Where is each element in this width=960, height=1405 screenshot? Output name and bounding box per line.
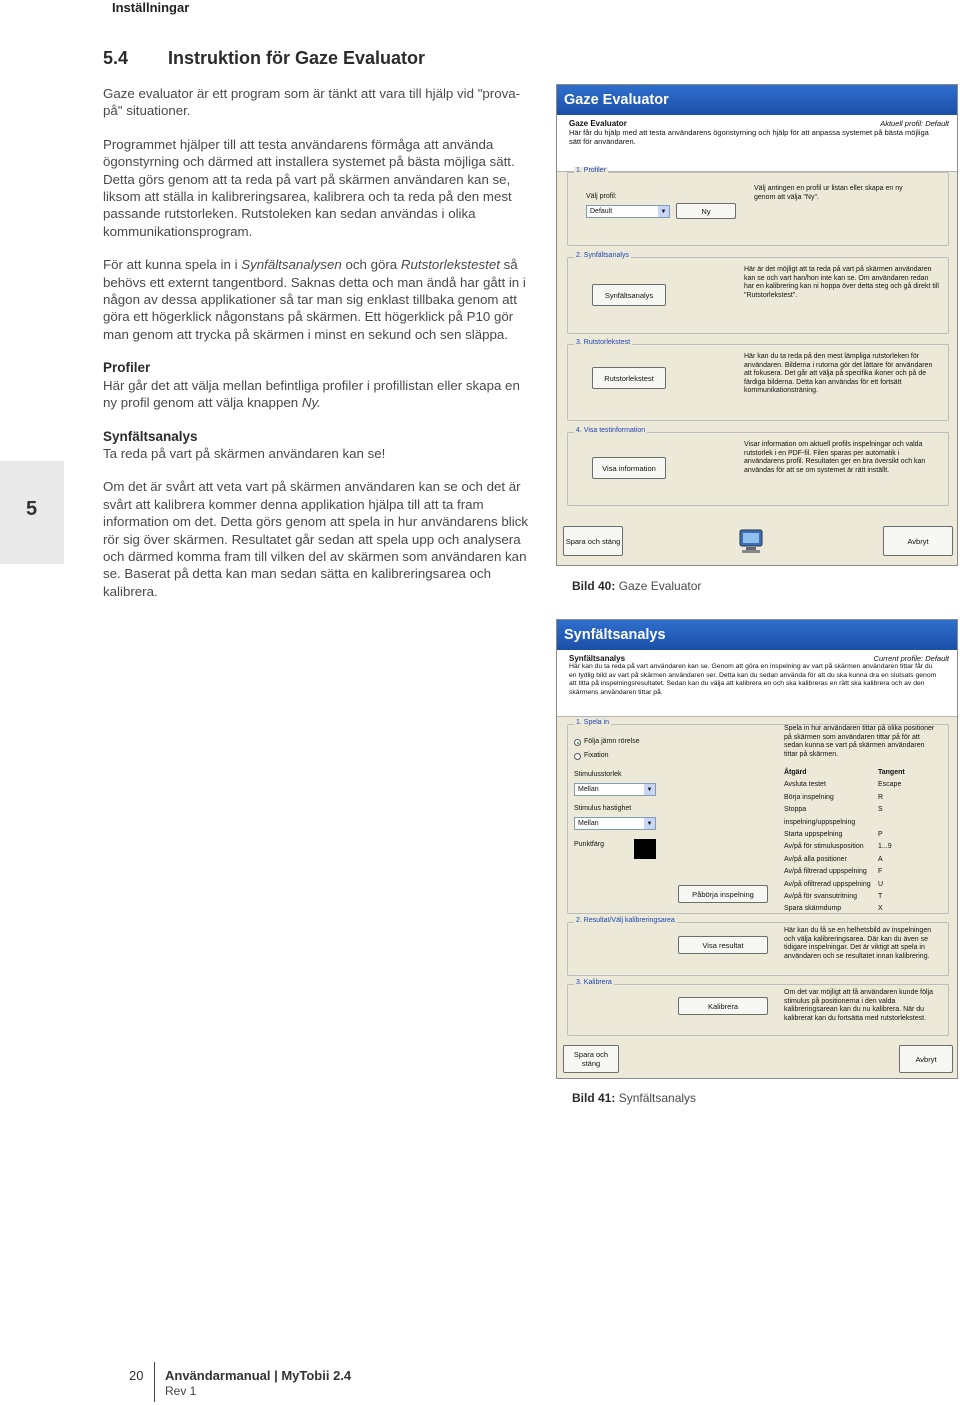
stimulus-speed-select[interactable] [574, 817, 656, 830]
figure40-caption [572, 579, 701, 593]
paragraph-keyboard-b: och göra [341, 257, 401, 273]
point-color-label: Punktfärg [574, 841, 604, 848]
footer-revision: Rev 1 [165, 1384, 197, 1398]
group-spela-in-label: 1. Spela in [576, 719, 610, 726]
heading-profiler: Profiler [103, 360, 151, 376]
chapter-tab [0, 461, 64, 564]
figure41-caption-label: Bild 41: [572, 1091, 616, 1105]
cancel-button[interactable]: Avbryt [883, 526, 953, 556]
shortcut-key: R [878, 793, 884, 801]
paragraph-keyboard-c: så behövs ett externt tangentbord. Saknas detta och man ändå har gått in i någon av dessa applikationer så tar man sig enklast tillbaka genom att göra ett högerklick någonstans på skärmen. Ett högerklick på P10 gör man genom att trycka på skärmen i minst en sekund och sen släppa. [103, 257, 526, 342]
figure41-caption [572, 1091, 696, 1105]
radio-fixation[interactable] [574, 753, 581, 760]
table-row [784, 841, 905, 853]
window-header [557, 115, 957, 172]
section-number: 5.4 [103, 48, 129, 68]
shortcut-key: P [878, 831, 883, 839]
synfaltsanalys-window [556, 619, 958, 1079]
show-result-button[interactable]: Visa resultat [678, 936, 768, 954]
window-header [557, 650, 957, 717]
visa-information-button[interactable]: Visa information [592, 457, 666, 479]
table-row [784, 779, 905, 791]
paragraph-intro: Gaze evaluator är ett program som är tänkt att vara till hjälp vid "prova-på" situationer. [103, 86, 521, 119]
group-kalibrera-description: Om det var möjligt att få användaren kunde följa stimulus på positionerna i den valda kalibreringsarean kan du nu kalibrera. När du kalibrerat kan du fortsätta med rutstorlekstest. [784, 989, 934, 1022]
select-profile-label: Välj profil: [586, 193, 617, 200]
group-profiler-description: Välj antingen en profil ur listan eller skapa en ny genom att välja "Ny". [754, 185, 903, 201]
col-key-header: Tangent [878, 769, 905, 776]
profile-select-value: Default [590, 208, 613, 215]
table-row [784, 879, 905, 891]
section-title [103, 48, 425, 69]
group-synfaltsanalys-label: 2. Synfältsanalys [576, 252, 629, 259]
computer-icon [735, 526, 767, 556]
gaze-evaluator-window [556, 84, 958, 566]
chapter-tab-number: 5 [26, 498, 38, 520]
group-profiler [567, 167, 949, 246]
heading-synfaltsanalys: Synfältsanalys [103, 428, 198, 444]
footer-divider [154, 1362, 155, 1402]
group-rutstorlekstest-description: Här kan du ta reda på den mest lämpliga rutstorleken för användaren. Bilderna i rutorna gör det lättare för användaren att fokusera. Det går att välja på specifika ikoner och på de färdiga bilderna. Detta kan användas för ett fortsätt kommunikationsträning. [744, 353, 933, 394]
synfalt-emphasis: Synfältsanalysen [241, 257, 342, 273]
window-titlebar: Synfältsanalys [557, 620, 957, 650]
current-profile-label: Aktuell profil: Default [880, 119, 949, 128]
group-kalibrera [567, 979, 949, 1036]
group-synfaltsanalys-description: Här är det möjligt att ta reda på vart på skärmen användaren kan se och vart han/hon inte kan se. Om användaren redan har en kalibrering kan ni hoppa över detta steg och gå direkt till "Rutstorlekstest". [744, 266, 939, 299]
calibrate-button[interactable]: Kalibrera [678, 997, 768, 1015]
group-resultat-label: 2. Resultat/Välj kalibreringsarea [576, 917, 675, 924]
shortcut-action: Av/på för svansutritning [784, 893, 858, 901]
stimulus-speed-label: Stimulus hastighet [574, 805, 632, 812]
new-profile-button[interactable]: Ny [676, 203, 736, 219]
help-computer-icon[interactable] [735, 526, 767, 556]
shortcut-action: Avsluta testet [784, 781, 826, 789]
paragraph-profiler-a: Här går det att välja mellan befintliga profiler i profillistan eller skapa en ny profil genom att välja knappen [103, 377, 520, 411]
chevron-down-icon: ▼ [644, 818, 655, 829]
figure41-caption-text: Synfältsanalys [618, 1091, 697, 1105]
paragraph-synf-description: Om det är svårt att veta vart på skärmen användaren kan se och det är svårt att kalibrera kommer denna applikation hjälpa till att ta fram information om det. Detta görs genom att spela in hur användarens blick rör sig över skärmen. Resultatet går sedan att spela upp och analysera och därmed komma fram till vilken del av skärmen som användaren kan se. Baserat på detta kan man sedan sätta en kalibreringsarea och kalibrera. [103, 479, 528, 599]
shortcut-table [784, 767, 905, 916]
table-row [784, 903, 905, 915]
shortcut-action: Av/på filtrerad uppspelning [784, 868, 867, 876]
group-spela-in-description: Spela in hur användaren tittar på olika positioner på skärmen som användaren tittar på för att sedan kunna se vart på skärmen användaren tittar på skärmen. [784, 725, 935, 758]
shortcut-key: 1...9 [878, 843, 892, 851]
current-profile-label: Current profile: Default [873, 654, 949, 663]
page-number: 20 [129, 1368, 144, 1383]
shortcut-key: F [878, 868, 883, 876]
save-and-close-button[interactable]: Spara och stäng [563, 526, 623, 556]
table-row [784, 792, 905, 804]
shortcut-key: S [878, 806, 883, 814]
group-resultat-description: Här kan du få se en helhetsbild av inspelningen och välja kalibreringsarea. Där kan du även se tidigare inspelningar. Det är viktigt att spela in användaren och se resultatet innan kalibrering. [784, 927, 932, 960]
group-visa-testinformation-description: Visar information om aktuell profils inspelningar och valda rutstorlek i en PDF-fil. Filen sparas per automatik i användarens profil. Resultaten ger en bra översikt och kan användas för att se om systemet är rätt inställt. [744, 441, 926, 474]
stimulus-size-value: Mellan [578, 786, 599, 793]
table-row [784, 891, 905, 903]
shortcut-action: Stoppa inspelning/uppspelning [784, 806, 856, 826]
stimulus-size-select[interactable] [574, 783, 656, 796]
shortcut-action: Av/på ofiltrerad uppspelning [784, 880, 871, 888]
shortcut-key: T [878, 893, 883, 901]
paragraph-purpose: Programmet hjälper till att testa användarens förmåga att använda ögonstyrning och därmed att installera systemet på bästa möjliga sätt. Detta görs genom att ta reda på vart på skärmen användaren kan se, liksom att ställa in kalibreringsarea, kalibrera och ta reda på den mest passande rutstorleken. Rutstoleken kan sedan användas i olika kommunikationsprogram. [103, 136, 515, 239]
window-titlebar: Gaze Evaluator [557, 85, 957, 115]
figure40-caption-label: Bild 40: [572, 579, 616, 593]
shortcut-key: U [878, 880, 884, 888]
window-intro: Här kan du ta reda på vart användaren kan se. Genom att göra en inspelning av vart på skärmen användaren tittar får du en tydlig bild av vart på skärmen användaren ser. Detta kan du sedan använda för att du ska kunna dra en slutsats genom att titta på inspelningsresultatet. Sedan kan du välja att kalibrera en och ska kalibreras en rätt ska kalibrera och av den skärmens användaren tittar på. [569, 663, 937, 696]
table-row [784, 804, 905, 829]
group-rutstorlekstest-label: 3. Rutstorlekstest [576, 339, 631, 346]
radio-follow-motion[interactable] [574, 739, 581, 746]
group-synfaltsanalys [567, 252, 949, 334]
footer-title: Användarmanual | MyTobii 2.4 [165, 1368, 352, 1383]
running-header: Inställningar [112, 0, 190, 15]
shortcut-action: Av/på för stimulusposition [784, 843, 864, 851]
group-resultat [567, 917, 949, 976]
synfaltsanalys-button[interactable]: Synfältsanalys [592, 284, 666, 306]
window-heading: Gaze Evaluator [569, 119, 627, 128]
group-spela-in [567, 719, 949, 914]
rutstorlekstest-button[interactable]: Rutstorlekstest [592, 367, 666, 389]
record-button[interactable]: Påbörja inspelning [678, 885, 768, 903]
radio-fixation-label: Fixation [584, 752, 609, 759]
shortcut-key: X [878, 905, 883, 913]
paragraph-profiler [103, 377, 528, 412]
stimulus-speed-value: Mellan [578, 820, 599, 827]
chevron-down-icon: ▼ [644, 784, 655, 795]
table-row [784, 829, 905, 841]
col-action-header: Åtgärd [784, 769, 807, 776]
ny-emphasis: Ny. [301, 395, 321, 411]
shortcut-header-row [784, 767, 905, 779]
paragraph-keyboard [103, 256, 528, 343]
shortcut-action: Av/på alla positioner [784, 855, 847, 863]
window-intro: Här får du hjälp med att testa användarens ögonstyrning och hjälp för att anpassa systemet på bästa möjliga sätt för användaren. [569, 128, 929, 146]
shortcut-key: A [878, 855, 883, 863]
save-and-close-button[interactable]: Spara och stäng [563, 1045, 619, 1073]
shortcut-action: Starta uppspelning [784, 831, 843, 839]
stimulus-size-label: Stimulusstorlek [574, 771, 622, 778]
point-color-swatch[interactable] [634, 839, 656, 859]
shortcut-action: Spara skärmdump [784, 905, 842, 913]
chevron-down-icon: ▼ [658, 206, 669, 217]
group-kalibrera-label: 3. Kalibrera [576, 979, 612, 986]
group-profiler-label: 1. Profiler [576, 167, 606, 174]
cancel-button[interactable]: Avbryt [899, 1045, 953, 1073]
paragraph-synf-tagline: Ta reda på vart på skärmen användaren kan se! [103, 445, 386, 461]
profile-select[interactable] [586, 205, 670, 218]
table-row [784, 866, 905, 878]
group-visa-testinformation [567, 427, 949, 506]
radio-follow-motion-label: Följa jämn rörelse [584, 738, 640, 745]
figure40-caption-text: Gaze Evaluator [618, 579, 702, 593]
rutstorlek-emphasis: Rutstorlekstestet [400, 257, 500, 273]
shortcut-key: Escape [878, 781, 902, 789]
group-rutstorlekstest [567, 339, 949, 421]
window-heading: Synfältsanalys [569, 654, 626, 663]
paragraph-keyboard-a: För att kunna spela in i [103, 257, 242, 273]
group-visa-testinformation-label: 4. Visa testinformation [576, 427, 646, 434]
shortcut-action: Börja inspelning [784, 793, 834, 801]
body-text [103, 85, 528, 616]
table-row [784, 854, 905, 866]
section-title-text: Instruktion för Gaze Evaluator [168, 48, 426, 68]
